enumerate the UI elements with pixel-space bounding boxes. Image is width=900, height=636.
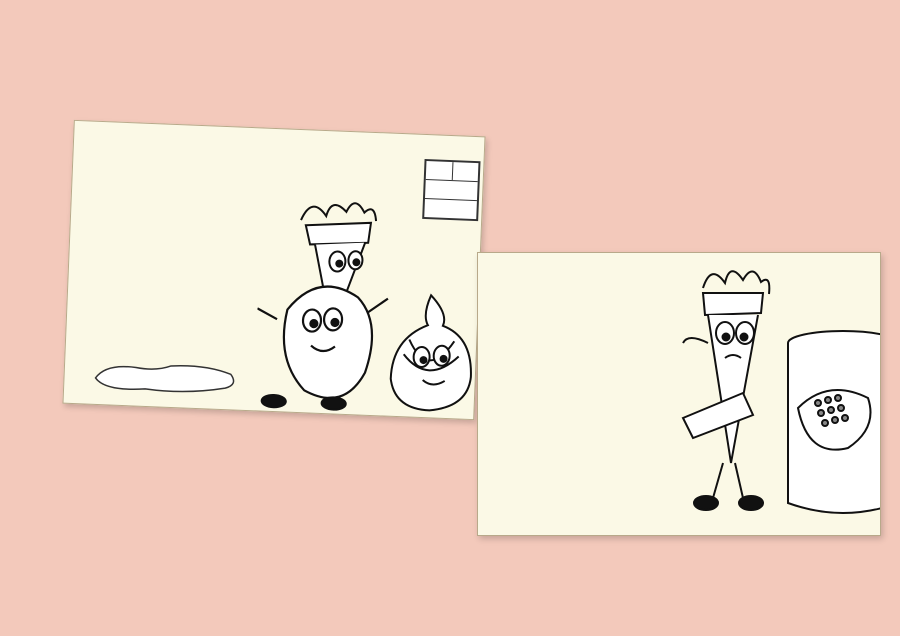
corn-can-illustration [783, 328, 880, 528]
recipe-preparation-card [477, 252, 881, 536]
calendar-date-box [422, 159, 480, 221]
onion-character [381, 284, 476, 418]
calendar-date [425, 180, 478, 201]
top-christmas-garland [0, 0, 900, 60]
dough-blob-illustration [90, 360, 241, 396]
calendar-weekday [453, 162, 479, 181]
bottom-christmas-garland [0, 592, 900, 632]
calendar-day-number [426, 161, 454, 180]
recipe-ingredients-card [62, 120, 485, 420]
potato-character [254, 284, 389, 412]
sad-carrot-illustration [673, 253, 788, 523]
